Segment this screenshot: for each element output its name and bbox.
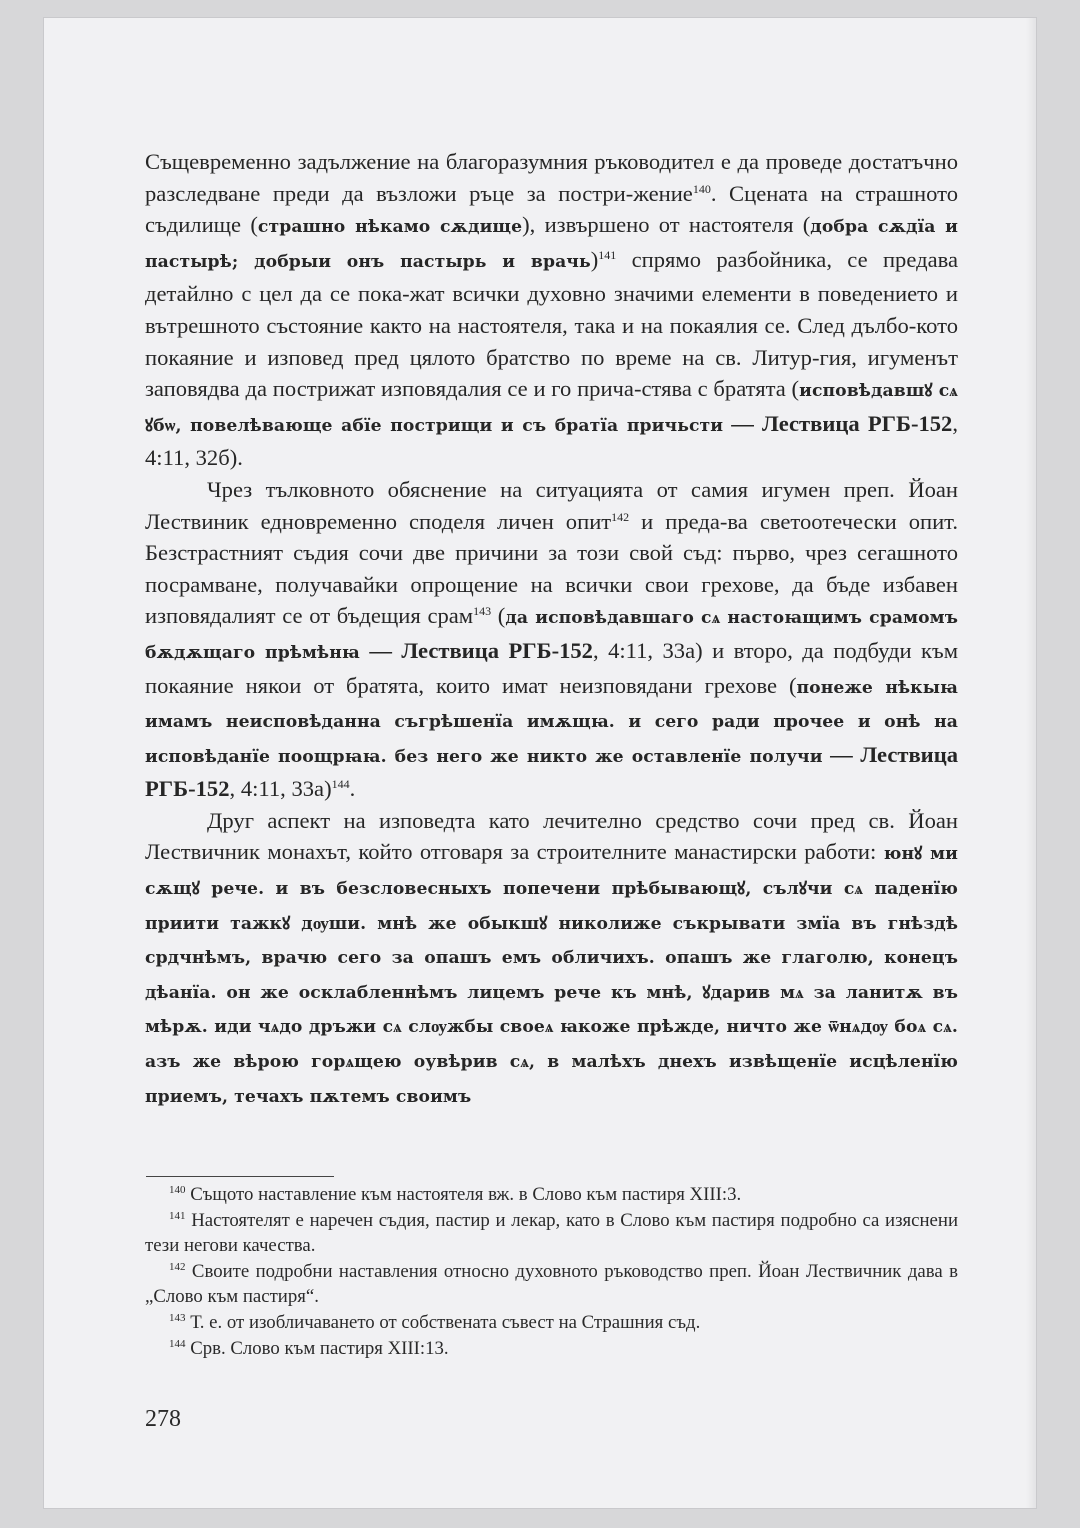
text-segment: Същевременно задължение на благоразумния ръководител е да проведе достатъчно разследване преди да възложи ръце за постри-жение — [145, 149, 958, 206]
slavonic-quote: да исповѣдавшаго сѧ настоꙗщимъ срамомъ бѫдѫщаго прѣмѣнꙗ — [145, 608, 958, 663]
footnote-number: 144 — [169, 1337, 186, 1350]
footnote-ref-142[interactable]: 142 — [611, 509, 630, 524]
footnote-separator — [146, 1176, 334, 1177]
footnote-number: 140 — [169, 1184, 186, 1196]
text-segment: . — [349, 776, 356, 802]
slavonic-quote: понеже нѣкыꙗ имамъ неисповѣданна съгрѣшенїа имѫщꙗ. и сего ради прочее и онѣ на исповѣданїе поощрꙗꙗ. без него же никто же оставленїе получи — [145, 677, 958, 767]
footnote-text: Своите подробни наставления относно духовното ръководство преп. Йоан Лествичник дава в „Слово към пастиря“. — [145, 1260, 958, 1308]
text-segment: ) — [590, 246, 599, 272]
text-segment: и преда-ва светоотечески опит. Безстрастният съдия сочи две причини за този свой съд: първо, чрез сегашното посрамване, получавайки опрощение на всички свои грехове, да бъде избавен изповядалият се от бъдещия срам — [145, 508, 958, 629]
footnote-text: Настоятелят е наречен съдия, пастир и лекар, като в Слово към пастиря подробно са изяснени тези негови качества. — [145, 1209, 958, 1257]
page-edge-shadow — [1026, 18, 1036, 1508]
text-segment: Чрез тълковното обяснение на ситуацията от самия игумен преп. Йоан Лествиник едновременно споделя личен опит — [145, 476, 958, 534]
page-number: 278 — [145, 1406, 181, 1432]
text-segment: , 4:11, 33а) — [229, 776, 332, 802]
text-segment: — — [822, 741, 861, 767]
footnote-text: Т. е. от изобличаването от собствената съвест на Страшния съд. — [185, 1311, 701, 1333]
text-segment: , 4:11, 33а) и второ, да подбуди към покаяние някои от братята, които имат неизповядани грехове ( — [145, 637, 958, 698]
footnote-143 — [145, 1310, 958, 1336]
text-segment: ( — [491, 603, 506, 629]
slavonic-quote: юнꙋ ми сѫщꙋ рече. и въ безсловесныхъ попечени прѣбывающꙋ, сълꙋчи сѧ паденїю приити тажкꙋ дѹши. мнѣ же обыкшꙋ николиже съкрывати змїа въ гнѣздѣ срдчнѣмъ, врачю сего за опашъ емъ обличихъ. опашъ же глаголю, конецъ дѣанїа. он же осклабленнѣмъ лицемъ рече къ мнѣ, ꙋдарив мѧ за ланитѫ въ мѣрѫ. иди чѧдо дръжи сѧ слѹжбы своеѧ ꙗкоже прѣжде, ничто же ѿнѧдѹ боѧ сѧ. азъ же вѣрою горѧщею оувѣрив сѧ, в малѣхъ днехъ извѣщенїе исцѣленїю приемъ, течахъ пѫтемъ своимъ — [145, 844, 959, 1107]
slavonic-quote: исповѣдавшꙋ сѧ ꙋбѡ, повелѣвающе абїе пострищи и съ братїа причьсти — [145, 381, 959, 436]
slavonic-quote: добра сѫдїа и пастырѣ; добрыи онъ пастырь и врачь — [145, 217, 958, 272]
paragraph-1 — [145, 146, 958, 474]
text-segment: ), извършено от настоятеля ( — [522, 212, 811, 238]
text-segment: . Сцената на страшното съдилище ( — [145, 180, 958, 238]
text-segment: — — [723, 410, 763, 436]
footnote-142 — [145, 1259, 958, 1310]
text-segment: спрямо разбойника, се предава детайлно с цел да се пока-жат всички духовно значими елементи в поведението и вътрешното състояние както на настоятеля, така и на покаялия се. След дълбо-кото покаяние и изповед пред цялото братство по време на св. Литур-гия, игуменът заповядва да пострижат изповядалия се и го прича-стява с братята ( — [145, 246, 959, 402]
source-reference: Лествица РГБ-152 — [401, 637, 593, 663]
footnote-text: Същото наставление към настоятеля вж. в Слово към пастиря XIII:3. — [185, 1184, 742, 1205]
footnote-number: 141 — [169, 1209, 186, 1222]
paragraph-3 — [145, 805, 958, 1113]
footnote-number: 142 — [169, 1260, 186, 1273]
text-segment: Друг аспект на изповедта като лечително средство сочи пред св. Йоан Лествичник монахът, който отговаря за строителните манастирски работи: — [145, 807, 958, 865]
footnotes — [145, 1182, 958, 1361]
footnote-text: Срв. Слово към пастиря XIII:13. — [185, 1337, 449, 1359]
footnote-140 — [145, 1182, 958, 1208]
footnote-ref-141[interactable]: 141 — [598, 247, 617, 262]
footnote-ref-143[interactable]: 143 — [473, 604, 492, 619]
footnote-144 — [145, 1336, 958, 1362]
source-reference: Лествица РГБ-152 — [145, 741, 959, 802]
text-segment: — — [359, 637, 402, 663]
footnote-ref-140[interactable]: 140 — [692, 181, 711, 196]
footnote-141 — [145, 1208, 958, 1259]
footnote-number: 143 — [169, 1311, 186, 1324]
slavonic-quote: страшно нѣкамо сѫдище — [257, 217, 523, 238]
text-segment: , 4:11, 32б). — [145, 410, 959, 471]
footnote-ref-144[interactable]: 144 — [331, 777, 350, 792]
source-reference: Лествица РГБ-152 — [762, 410, 953, 436]
main-text — [145, 146, 958, 1113]
book-page — [44, 18, 1036, 1508]
paragraph-2 — [145, 474, 958, 805]
